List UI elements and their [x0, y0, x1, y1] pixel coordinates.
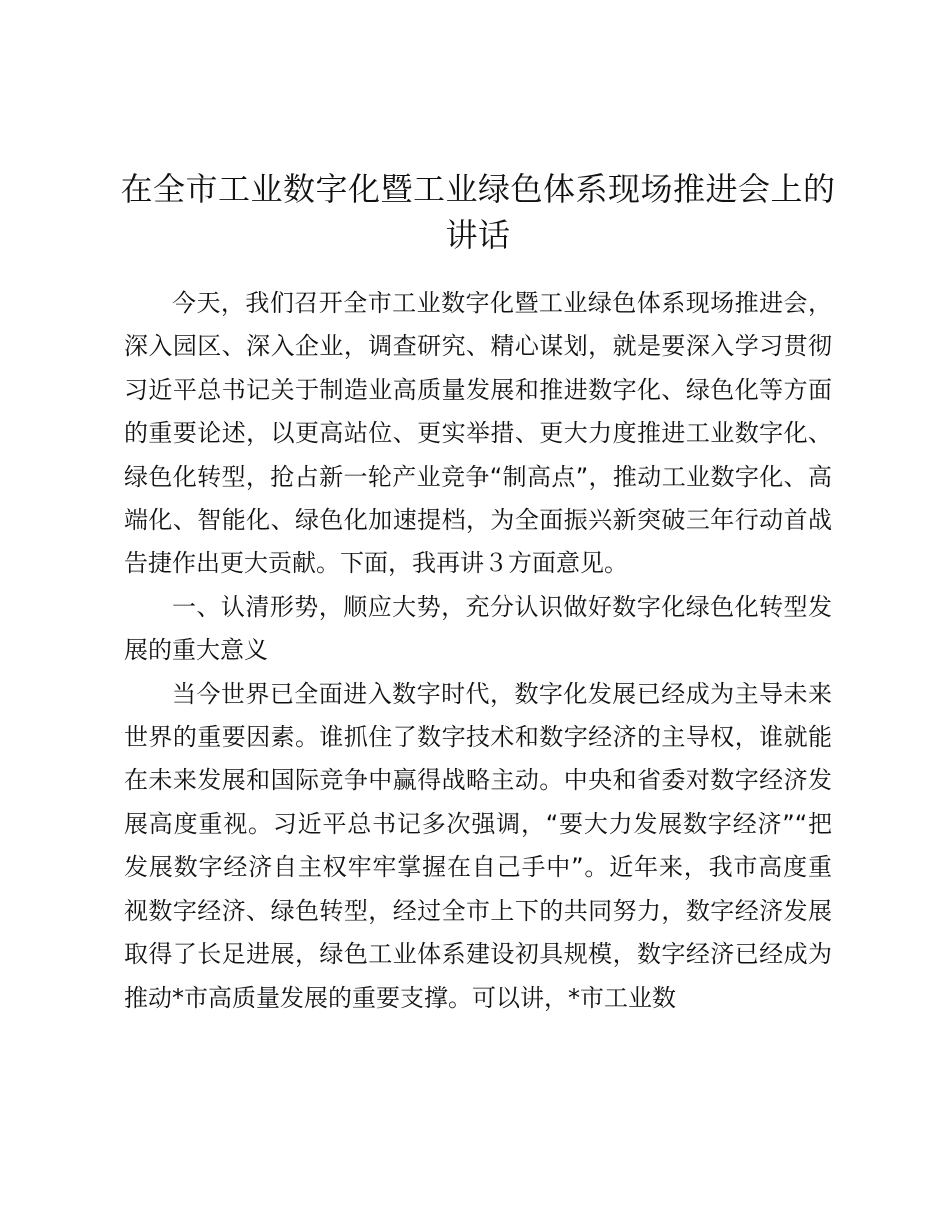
document-body: [124, 282, 832, 1020]
paragraph-opening: 今天，我们召开全市工业数字化暨工业绿色体系现场推进会，深入园区、深入企业，调查研究、精心谋划，就是要深入学习贯彻习近平总书记关于制造业高质量发展和推进数字化、绿色化等方面的重要论述，以更高站位、更实举措、更大力度推进工业数字化、绿色化转型，抢占新一轮产业竞争“制高点”，推动工业数字化、高端化、智能化、绿色化加速提档，为全面振兴新突破三年行动首战告捷作出更大贡献。下面，我再讲３方面意见。: [124, 289, 832, 578]
paragraph-section-1: 当今世界已全面进入数字时代，数字化发展已经成为主导未来世界的重要因素。谁抓住了数字技术和数字经济的主导权，谁就能在未来发展和国际竞争中赢得战略主动。中央和省委对数字经济发展高度重视。习近平总书记多次强调，“要大力发展数字经济”“把发展数字经济自主权牢牢掌握在自己手中”。近年来，我市高度重视数字经济、绿色转型，经过全市上下的共同努力，数字经济发展取得了长足进展，绿色工业体系建设初具规模，数字经济已经成为推动*市高质量发展的重要支撑。可以讲，*市工业数: [124, 679, 832, 1012]
document-title: 在全市工业数字化暨工业绿色体系现场推进会上的讲话: [120, 170, 836, 254]
section-heading-1: 一、认清形势，顺应大势，充分认识做好数字化绿色化转型发展的重大意义: [124, 592, 832, 665]
